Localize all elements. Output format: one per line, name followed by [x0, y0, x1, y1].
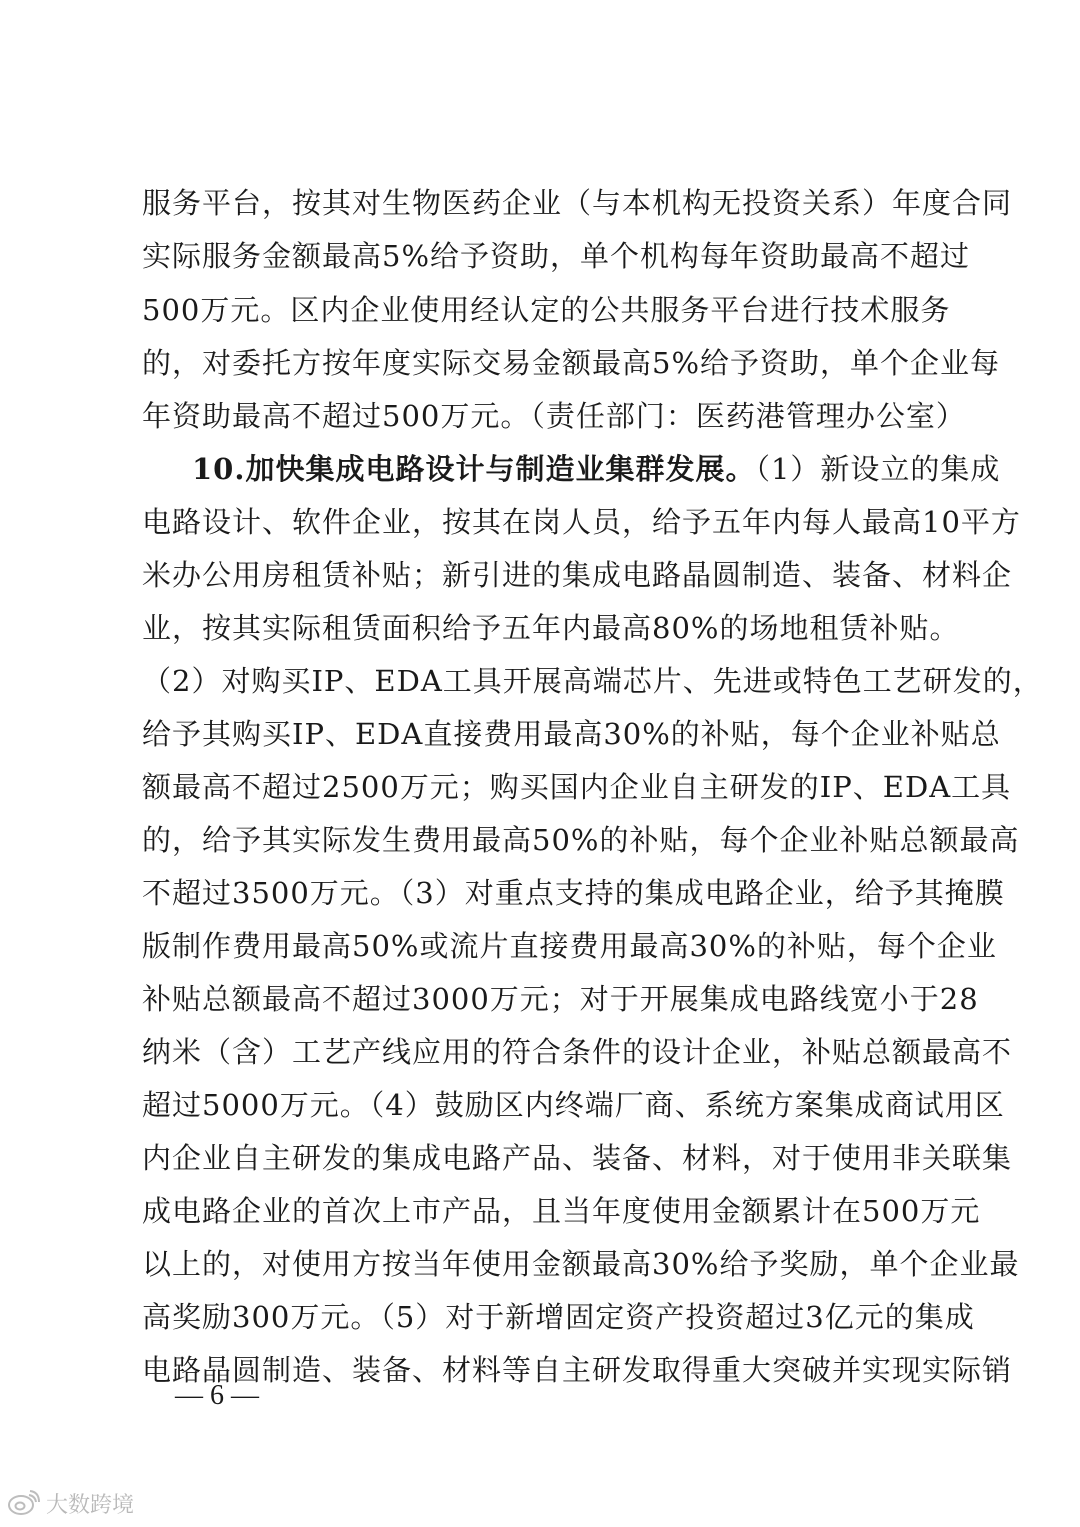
paragraph2-first-line-rest: （1）新设立的集成 — [755, 452, 1001, 486]
paragraph2-line: 业，按其实际租赁面积给予五年内最高80%的场地租赁补贴。 — [142, 611, 960, 645]
watermark-text: 大数跨境 — [46, 1492, 135, 1518]
section-heading: 10.加快集成电路设计与制造业集群发展。 — [192, 452, 756, 486]
paragraph2-line: 以上的，对使用方按当年使用金额最高30%给予奖励，单个企业最 — [142, 1247, 1020, 1281]
paragraph1-line-1: 服务平台，按其对生物医药企业（与本机构无投资关系）年度合同 — [142, 186, 1013, 220]
paragraph2-line: 补贴总额最高不超过3000万元；对于开展集成电路线宽小于28 — [142, 982, 979, 1016]
paragraph2-line: 高奖励300万元。（5）对于新增固定资产投资超过3亿元的集成 — [142, 1300, 975, 1334]
paragraph1-line-2: 实际服务金额最高5%给予资助，单个机构每年资助最高不超过 — [142, 239, 971, 273]
paragraph2-line: 内企业自主研发的集成电路产品、装备、材料，对于使用非关联集 — [142, 1141, 1013, 1175]
paragraph2-line: 不超过3500万元。（3）对重点支持的集成电路企业，给予其掩膜 — [142, 876, 1005, 910]
paragraph2-line: 米办公用房租赁补贴；新引进的集成电路晶圆制造、装备、材料企 — [142, 558, 1013, 592]
paragraph2-line: 给予其购买IP、EDA直接费用最高30%的补贴，每个企业补贴总 — [142, 717, 1001, 751]
weibo-style-logo-icon — [6, 1490, 40, 1516]
paragraph2-line: 成电路企业的首次上市产品，且当年度使用金额累计在500万元 — [142, 1194, 981, 1228]
watermark — [6, 1488, 134, 1518]
paragraph2-line: 纳米（含）工艺产线应用的符合条件的设计企业，补贴总额最高不 — [142, 1035, 1013, 1069]
paragraph2-line: 超过5000万元。（4）鼓励区内终端厂商、系统方案集成商试用区 — [142, 1088, 1005, 1122]
paragraph2-first-line — [192, 449, 1001, 489]
page-number: — 6 — — [175, 1380, 259, 1411]
paragraph2-line: 电路晶圆制造、装备、材料等自主研发取得重大突破并实现实际销 — [142, 1353, 1013, 1387]
paragraph2-line: 额最高不超过2500万元；购买国内企业自主研发的IP、EDA工具 — [142, 770, 1012, 804]
paragraph2-line: 的，给予其实际发生费用最高50%的补贴，每个企业补贴总额最高 — [142, 823, 1020, 857]
paragraph1-line-5: 年资助最高不超过500万元。（责任部门：医药港管理办公室） — [142, 399, 966, 433]
paragraph2-line: （2）对购买IP、EDA工具开展高端芯片、先进或特色工艺研发的， — [142, 664, 1043, 698]
paragraph1-line-3: 500万元。区内企业使用经认定的公共服务平台进行技术服务 — [142, 293, 951, 327]
paragraph2-line: 版制作费用最高50%或流片直接费用最高30%的补贴，每个企业 — [142, 929, 997, 963]
paragraph1-line-4: 的，对委托方按年度实际交易金额最高5%给予资助，单个企业每 — [142, 346, 1001, 380]
paragraph2-line: 电路设计、软件企业，按其在岗人员，给予五年内每人最高10平方 — [142, 505, 1021, 539]
